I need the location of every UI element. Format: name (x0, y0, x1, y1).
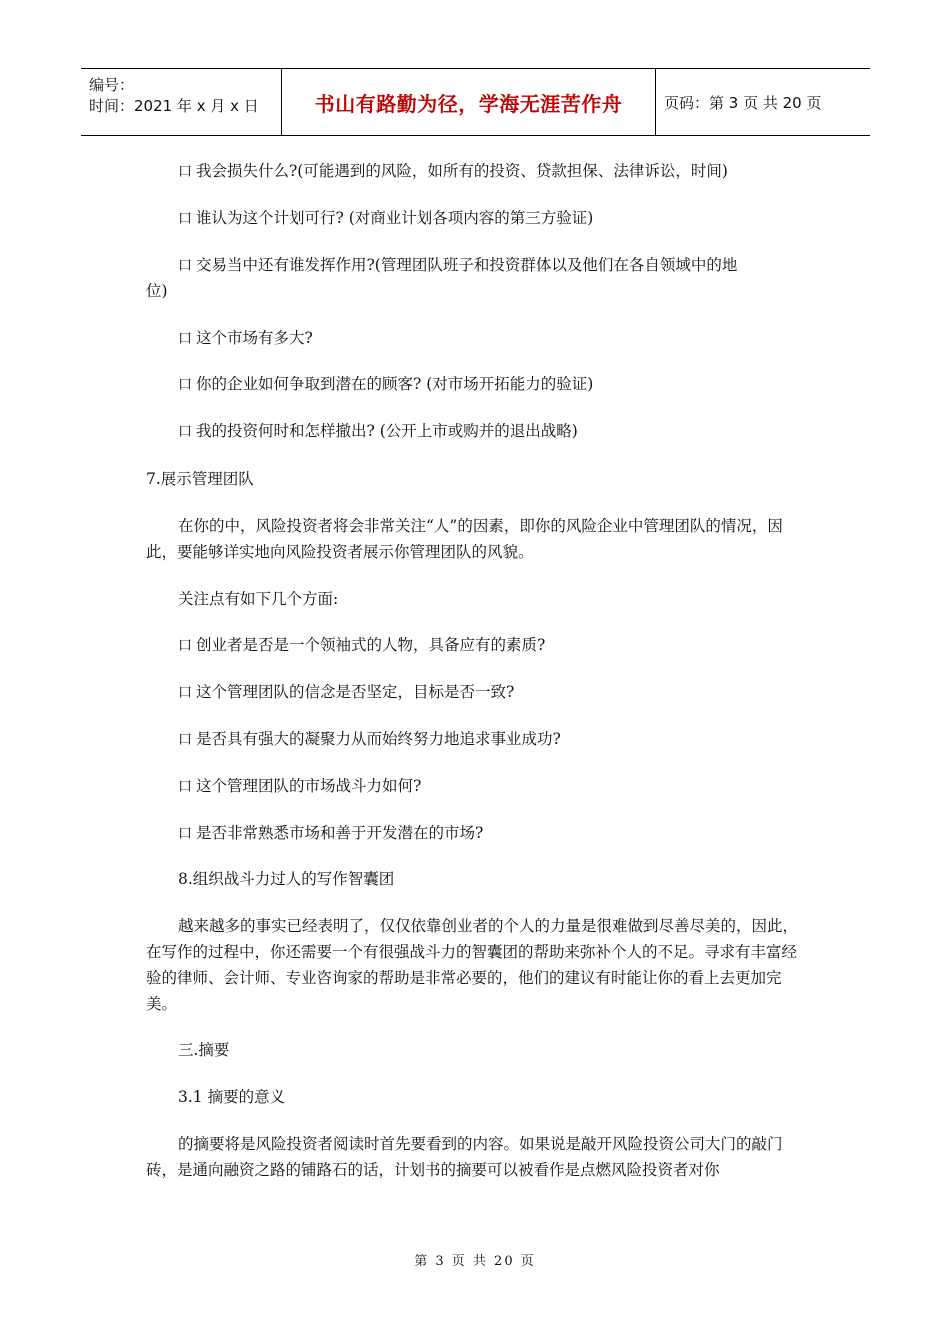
checklist-item: 口 这个管理团队的信念是否坚定，目标是否一致? (178, 679, 514, 706)
checkbox-glyph: 口 (178, 779, 192, 795)
checklist-item-wrap: 位) (146, 282, 168, 300)
checklist-item: 口 这个市场有多大? (178, 325, 313, 352)
page-footer: 第 3 页 共 20 页 (414, 1254, 536, 1269)
section-paragraph: 越来越多的事实已经表明了，仅仅依靠创业者的个人的力量是很难做到尽善尽美的，因此，在写作的过程中，你还需要一个有很强战斗力的智囊团的帮助来弥补个人的不足。寻求有丰富经验的律师、会计师、专业咨询家的帮助是非常必要的，他们的建议有时能让你的看上去更加完美。 (146, 917, 799, 1013)
checkbox-glyph: 口 (178, 331, 192, 347)
checkbox-glyph: 口 (178, 258, 192, 274)
checklist-item: 口 交易当中还有谁发挥作用?(管理团队班子和投资群体以及他们在各自领域中的地 (178, 252, 737, 279)
checkbox-glyph: 口 (178, 685, 192, 701)
focus-intro: 关注点有如下几个方面: (178, 590, 339, 608)
checkbox-glyph: 口 (178, 424, 192, 440)
section-heading: 8.组织战斗力过人的写作智囊团 (178, 870, 395, 888)
checklist-item: 口 这个管理团队的市场战斗力如何? (178, 773, 421, 800)
checkbox-glyph: 口 (178, 211, 192, 227)
checkbox-glyph: 口 (178, 638, 192, 654)
section-paragraph: 的摘要将是风险投资者阅读时首先要看到的内容。如果说是敲开风险投资公司大门的敲门砖，是通向融资之路的铺路石的话，计划书的摘要可以被看作是点燃风险投资者对你 (146, 1135, 783, 1179)
document-date: 时间：2021 年 x 月 x 日 (89, 97, 259, 115)
document-number-label: 编号： (89, 76, 135, 94)
checklist-item: 口 你的企业如何争取到潜在的顾客? (对市场开拓能力的验证) (178, 371, 593, 398)
checklist-item: 口 是否非常熟悉市场和善于开发潜在的市场? (178, 820, 483, 847)
checklist-item: 口 是否具有强大的凝聚力从而始终努力地追求事业成功? (178, 726, 561, 753)
page-header (81, 68, 870, 136)
checklist-item: 口 我会损失什么?(可能遇到的风险，如所有的投资、贷款担保、法律诉讼，时间) (178, 158, 728, 185)
header-meta (81, 69, 282, 135)
checkbox-glyph: 口 (178, 732, 192, 748)
checklist-item: 口 创业者是否是一个领袖式的人物，具备应有的素质? (178, 632, 545, 659)
header-page-info: 页码：第 3 页 共 20 页 (664, 93, 822, 112)
header-motto: 书山有路勤为径，学海无涯苦作舟 (282, 69, 656, 135)
section-heading: 三.摘要 (178, 1041, 230, 1059)
checkbox-glyph: 口 (178, 826, 192, 842)
checkbox-glyph: 口 (178, 164, 192, 180)
checkbox-glyph: 口 (178, 377, 192, 393)
section-heading: 7.展示管理团队 (146, 470, 254, 488)
section-paragraph: 在你的中，风险投资者将会非常关注“人”的因素，即你的风险企业中管理团队的情况，因此，要能够详实地向风险投资者展示你管理团队的风貌。 (146, 517, 783, 561)
checklist-item: 口 谁认为这个计划可行? (对商业计划各项内容的第三方验证) (178, 205, 593, 232)
subsection-heading: 3.1 摘要的意义 (178, 1088, 286, 1106)
checklist-item: 口 我的投资何时和怎样撤出? (公开上市或购并的退出战略) (178, 418, 578, 445)
